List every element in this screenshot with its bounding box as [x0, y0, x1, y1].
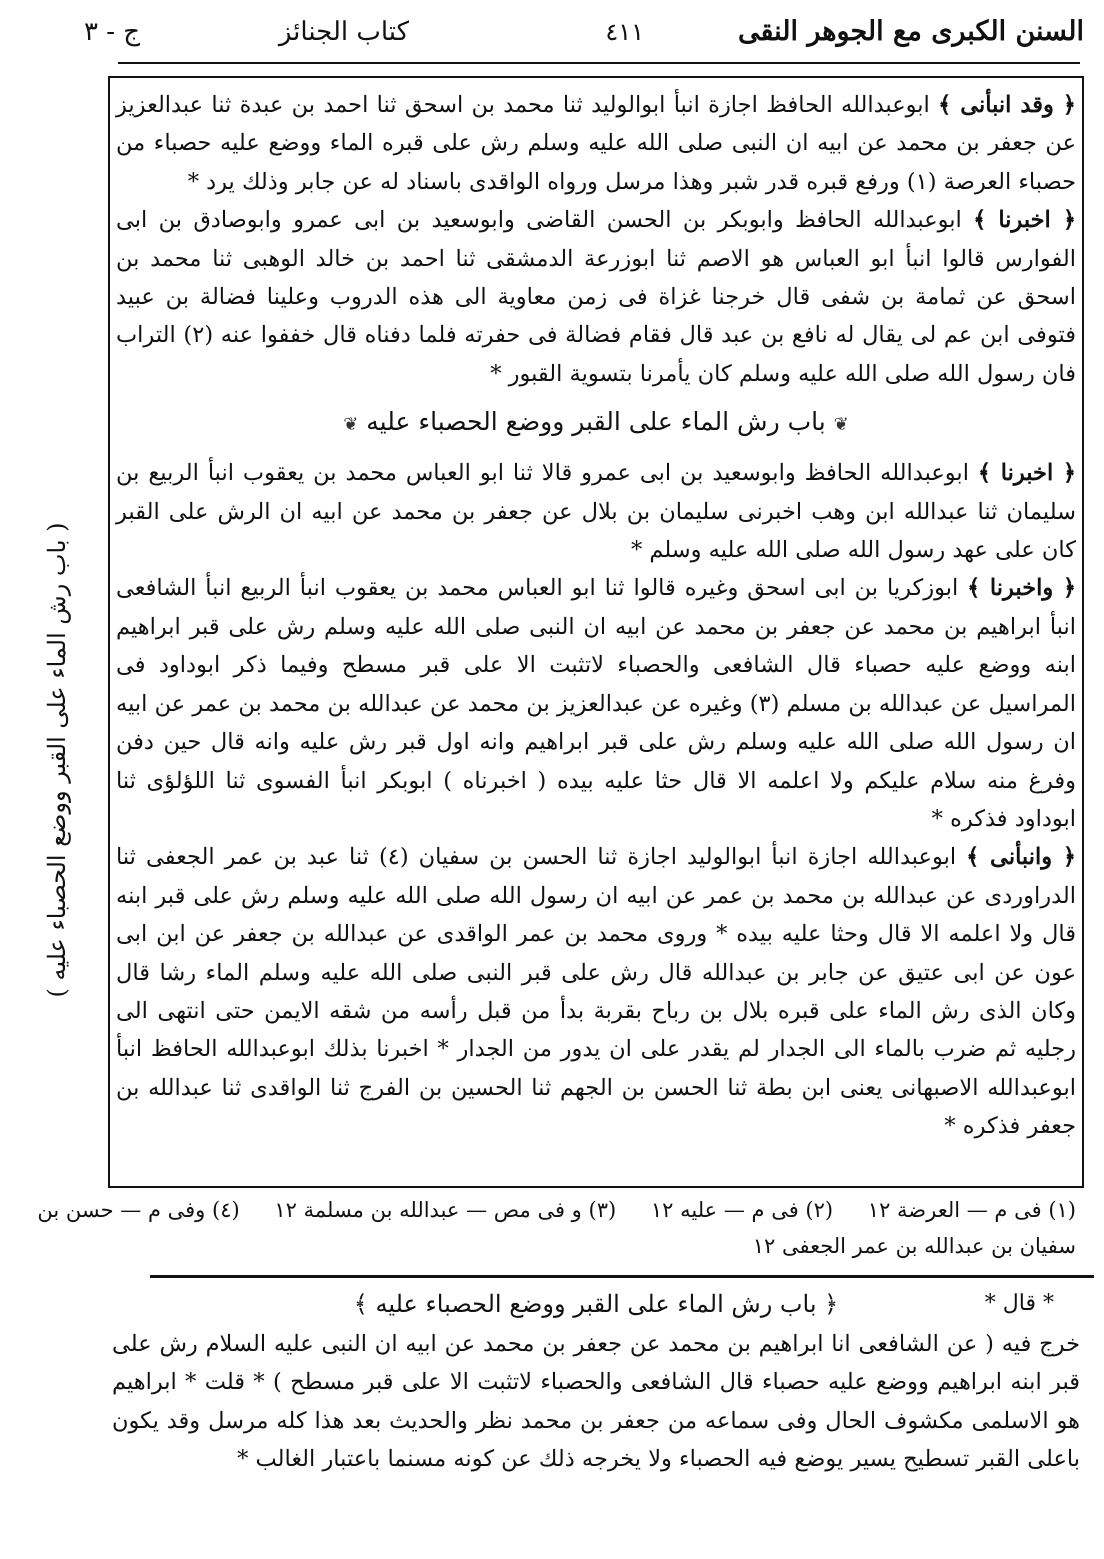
paragraph-lead: ﴿ واخبرنا ﴾ [967, 575, 1076, 602]
commentary-qal: * قال * [984, 1291, 1054, 1316]
footnote: (٤) وفى م — حسن بن [37, 1198, 240, 1222]
page-number: ٤١١ [605, 18, 644, 46]
footnote-row [37, 1188, 1084, 1228]
paragraph-lead: ﴿ وقد انبأنى ﴾ [938, 92, 1076, 118]
commentary-section [108, 1283, 1084, 1479]
paragraph-lead: ﴿ اخبرنا ﴾ [977, 460, 1077, 487]
margin-note-text: ( باب رش الماء على القبر ووضع الحصباء عليه ) [43, 522, 71, 998]
chapter-heading [116, 403, 1076, 444]
hadith-paragraph [116, 201, 1076, 393]
footnote: (٣) و فى مص — عبدالله بن مسلمة ١٢ [274, 1198, 617, 1222]
footnotes [37, 1188, 1084, 1268]
hadith-paragraph [116, 454, 1076, 569]
running-header [84, 14, 1084, 56]
separator-rule [150, 1275, 1094, 1278]
main-text [116, 86, 1076, 1146]
footnote-continuation: سفيان بن عبدالله بن عمر الجعفى ١٢ [752, 1234, 1076, 1258]
commentary-title: ﴿ باب رش الماء على القبر ووضع الحصباء عليه ﴾ [353, 1290, 839, 1318]
footnote: (٢) فى م — عليه ١٢ [650, 1198, 834, 1222]
commentary-text: خرج فيه ( عن الشافعى انا ابراهيم بن محمد عن جعفر بن محمد عن ابيه ان النبى عليه السلام رش على قبر ابنه ابراهيم ووضع عليه حصباء قال الشافعى والحصباء لاتثبت الا على قبر مسطح ) * قلت * ابراهيم هو الاسلمى مكشوف الحال وفى سماعه من جعفر بن محمد نظر والحديث بعد هذا كله مرسل وقد يكون باعلى القبر تسطيح يسير يوضع فيه الحصباء ولا يخرجه ذلك عن كونه مسنما باعتبار الغالب * [112, 1331, 1080, 1473]
commentary-header [108, 1283, 1084, 1325]
chapter-heading-text: باب رش الماء على القبر ووضع الحصباء عليه [366, 407, 826, 437]
paragraph-text: ابوعبدالله الحافظ وابوسعيد بن ابى عمرو قالا ثنا ابو العباس محمد بن يعقوب انبأ الربيع بن سليمان ثنا عبدالله ابن وهب اخبرنى سليمان بن بلال عن جعفر بن محمد عن ابيه ان الرش على القبر كان على عهد رسول الله صلى الله عليه وسلم * [116, 460, 1076, 564]
main-text-frame [108, 76, 1084, 1188]
ornament-icon: ❦ [343, 414, 359, 436]
section-title: كتاب الجنائز [278, 17, 409, 47]
paragraph-text: ابوعبدالله الحافظ وابوبكر بن الحسن القاضى وابوسعيد بن ابى عمرو وابوصادق بن ابى الفوارس قالوا انبأ ابو العباس هو الاصم ثنا ابوزرعة الدمشقى ثنا احمد بن خالد الوهبى ثنا محمد بن اسحق عن ثمامة بن شفى قال خرجنا غزاة فى زمن معاوية الى هذه الدروب وعلينا فضالة بن عبيد فتوفى ابن عم لى يقال له نافع بن عبد قال فقام فضالة فى حفرته فلما دفناه قال خففوا عنه (٢) التراب فان رسول الله صلى الله عليه وسلم كان يأمرنا بتسوية القبور * [116, 207, 1076, 387]
hadith-paragraph [116, 569, 1076, 838]
hadith-paragraph [116, 86, 1076, 201]
paragraph-text: ابوعبدالله الحافظ اجازة انبأ ابوالوليد ثنا محمد بن اسحق ثنا احمد بن عبدة ثنا عبدالعزيز عن جعفر بن محمد عن ابيه ان النبى صلى الله عليه وسلم رش على قبره الماء ووضع عليه حصباء من حصباء العرصة (١) ورفع قبره قدر شبر وهذا مرسل ورواه الواقدى باسناد له عن جابر وذلك يرد * [116, 92, 1076, 195]
book-title: السنن الكبرى مع الجوهر النقى [737, 16, 1084, 47]
footnote: (١) فى م — العرضة ١٢ [867, 1198, 1076, 1222]
volume-number: ج - ٣ [84, 17, 141, 47]
header-rule [118, 62, 1080, 64]
paragraph-lead: ﴿ اخبرنا ﴾ [973, 207, 1076, 234]
paragraph-text: ابوعبدالله اجازة انبأ ابوالوليد اجازة ثنا الحسن بن سفيان (٤) ثنا عبد بن عمر الجعفى ثنا الدراوردى عن عبدالله بن محمد بن عمر عن ابيه ان رسول الله صلى الله عليه وسلم رش على قبر ابنه قال ولا اعلمه الا قال وحثا عليه بيده * وروى محمد بن عمر الواقدى عن عبدالله بن جعفر عن ابن ابى عون عن ابى عتيق عن جابر بن عبدالله قال رش على قبر النبى صلى الله عليه وسلم الماء رشا قال وكان الذى رش الماء على قبره بلال بن رباح بقربة بدأ من قبل رأسه من شقه الايمن حتى انتهى الى رجليه ثم ضرب بالماء الى الجدار لم يقدر على ان يدور من الجدار * اخبرنا بذلك ابوعبدالله الحافظ انبأ ابوعبدالله الاصبهانى يعنى ابن بطة ثنا الحسن بن الجهم ثنا الحسين بن الفرج ثنا الواقدى ثنا عبدالله بن جعفر فذكره * [116, 844, 1076, 1140]
paragraph-lead: ﴿ وانبأنى ﴾ [966, 844, 1077, 871]
hadith-paragraph [116, 838, 1076, 1145]
paragraph-text: ابوزكريا بن ابى اسحق وغيره قالوا ثنا ابو العباس محمد بن يعقوب انبأ الربيع انبأ الشافعى انبأ ابراهيم بن محمد عن جعفر بن محمد عن ابيه ان النبى صلى الله عليه وسلم رش على قبر ابراهيم ابنه ووضع عليه حصباء قال الشافعى والحصباء لاتثبت الا على قبر مسطح وفيما ذكر ابوداود فى المراسيل عن عبدالله بن مسلم (٣) وغيره عن عبدالعزيز بن محمد عن عبدالله بن محمد بن عمر عن ابيه ان رسول الله صلى الله عليه وسلم رش على قبر ابراهيم وانه اول قبر رش عليه وانه قال حين دفن وفرغ منه سلام عليكم ولا اعلمه الا قال حثا عليه بيده ( اخبرناه ) ابوبكر انبأ الفسوى ثنا اللؤلؤى ثنا ابوداود فذكره * [116, 575, 1076, 832]
margin-note [22, 400, 92, 1120]
ornament-icon: ❦ [833, 414, 849, 436]
